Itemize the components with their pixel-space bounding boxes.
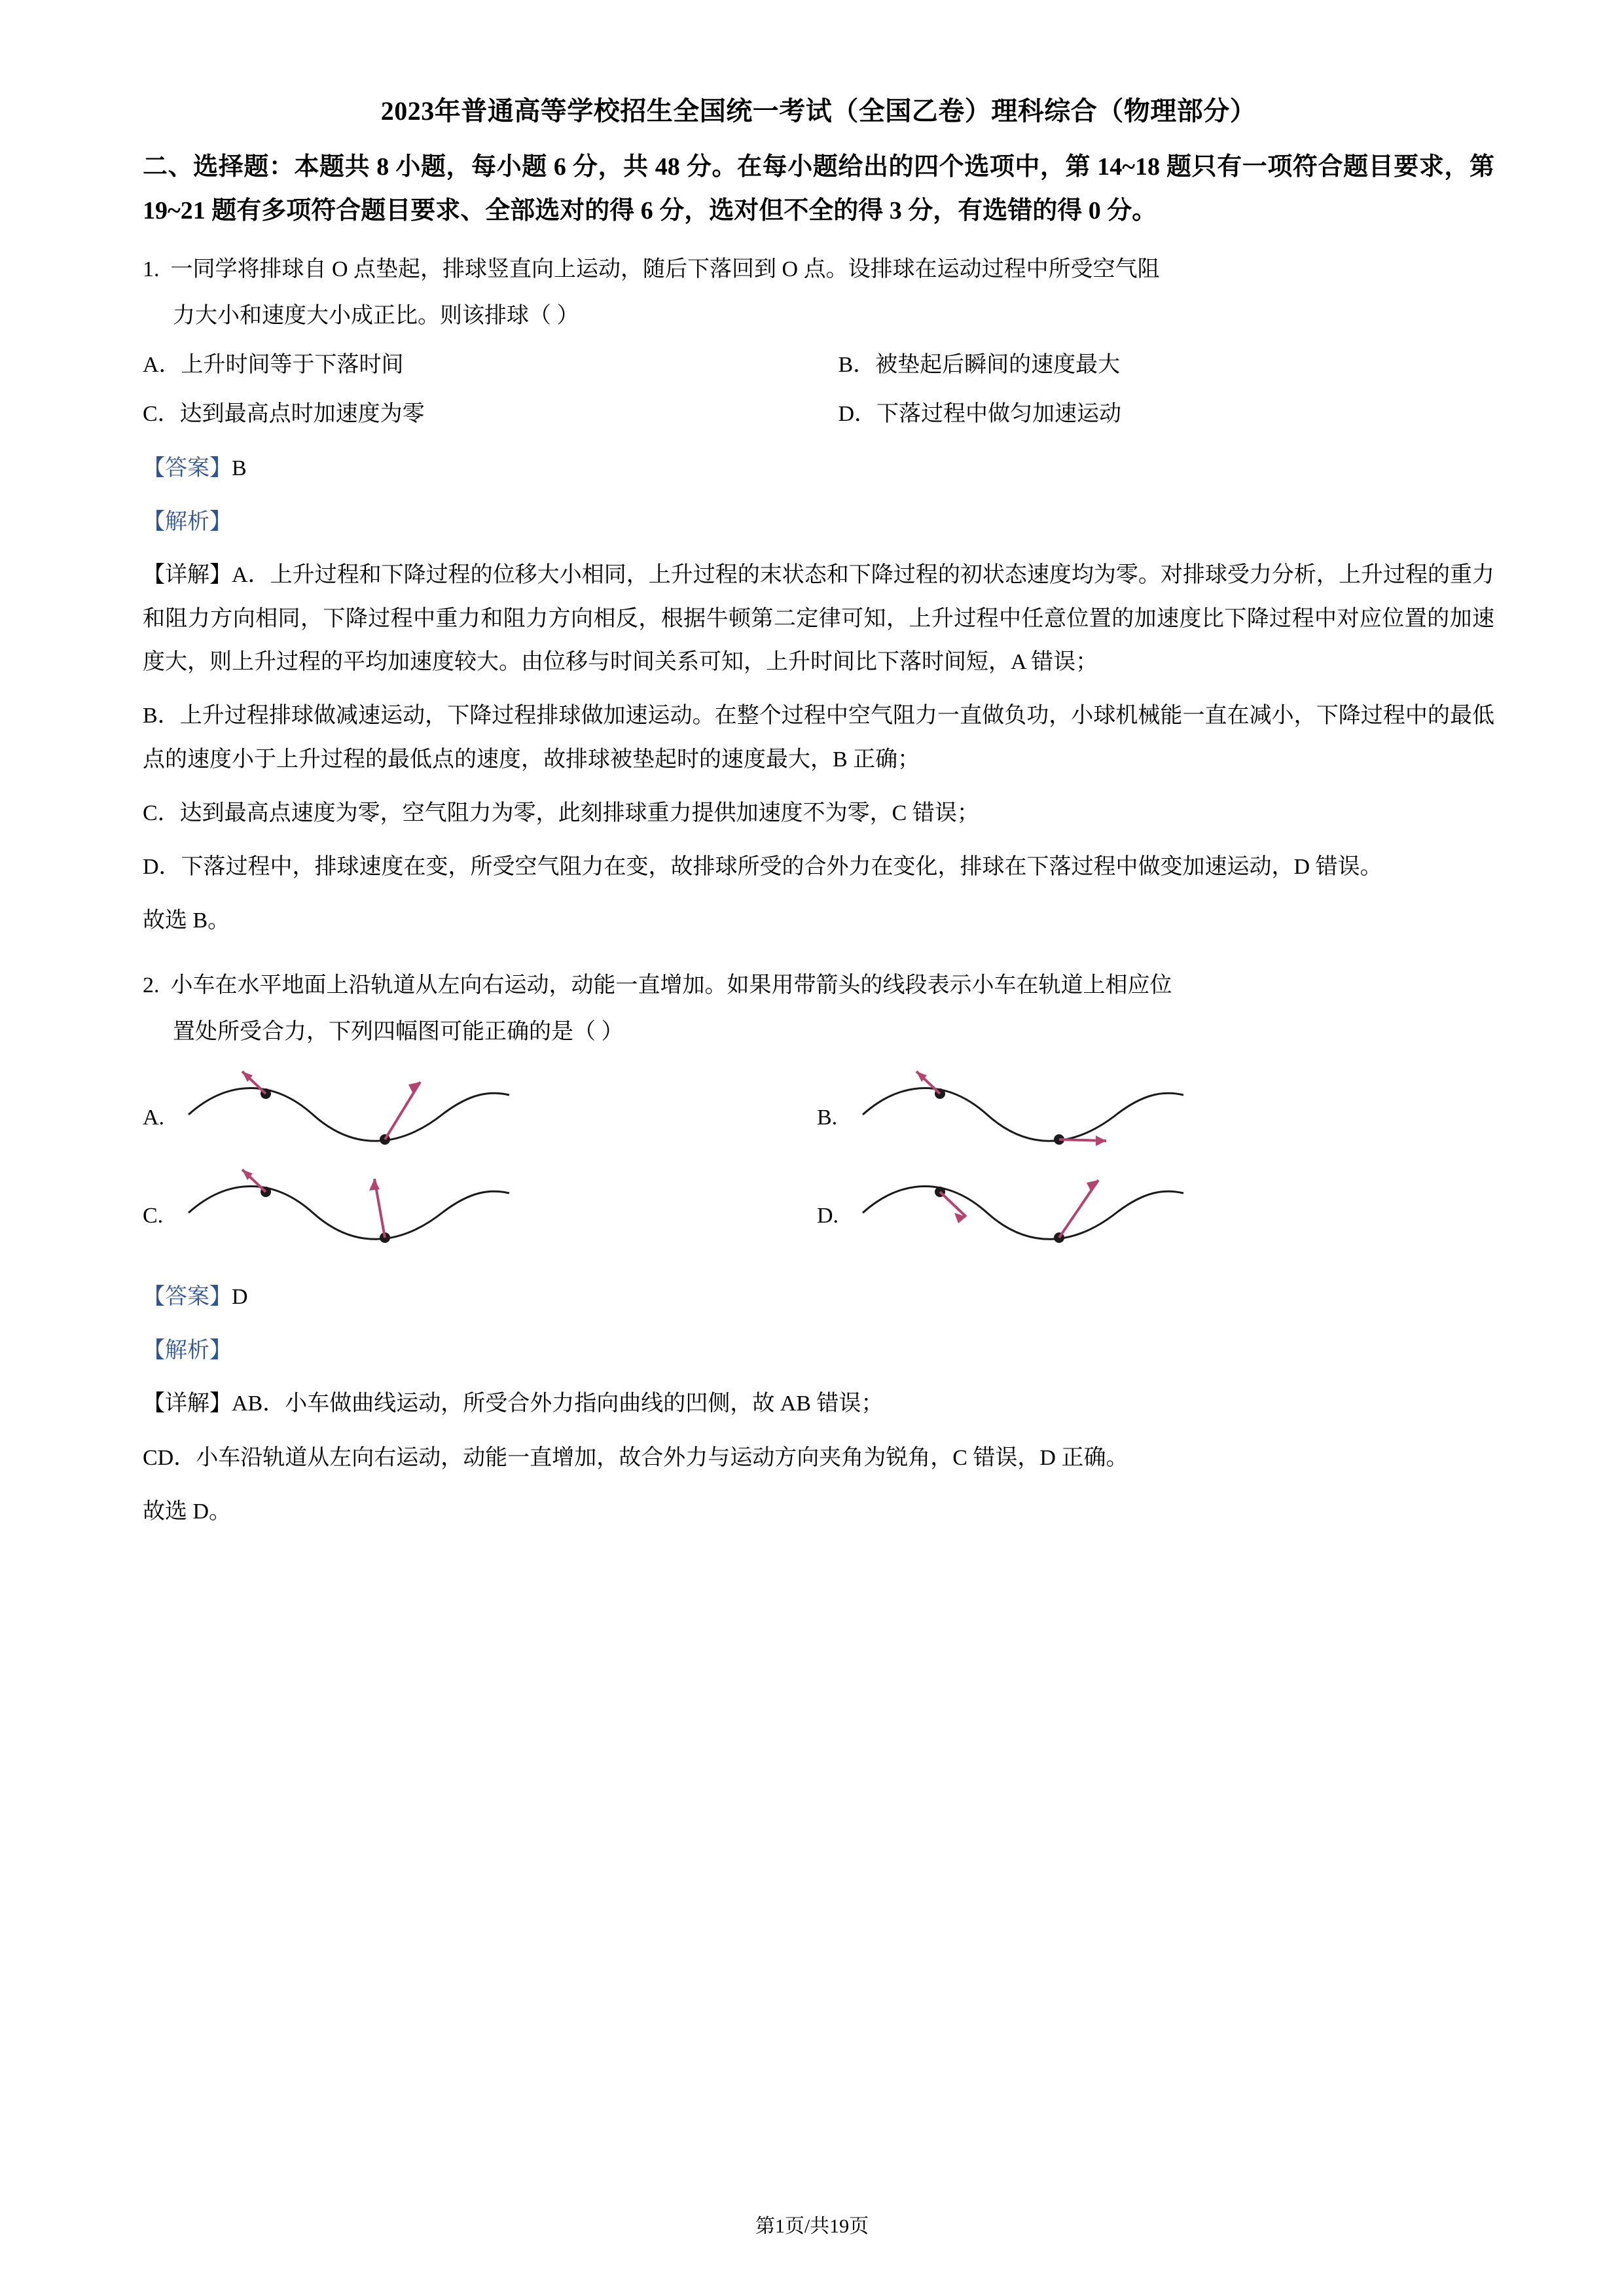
question-spacer [143, 943, 1494, 965]
question-1-analysis-para-1: 【详解】A．上升过程和下降过程的位移大小相同，上升过程的末状态和下降过程的初状态速度均为零。对排球受力分析，上升过程的重力和阻力方向相同，下降过程中重力和阻力方向相反，根据牛顿第二定律可知，上升过程中任意位置的加速度比下降过程中对应位置的加速度大，则上升过程的平均加速度较大。由位移与时间关系可知，上升时间比下落时间短，A 错误； [143, 563, 1494, 674]
question-1-stem-text1: 一同学将排球自 O 点垫起，排球竖直向上运动，随后下落回到 O 点。设排球在运动过程中所受空气阻 [170, 257, 1160, 281]
question-1-option-c[interactable]: C．达到最高点时加速度为零 [143, 401, 425, 426]
question-1-option-d[interactable]: D．下落过程中做匀加速运动 [838, 401, 1122, 426]
page-content [143, 92, 1494, 1534]
question-2-figures [143, 1067, 1494, 1264]
question-1-stem-line1 [143, 249, 1494, 291]
question-1-analysis-para-2: B．上升过程排球做减速运动，下降过程排球做加速运动。在整个过程中空气阻力一直做负功，小球机械能一直在减小，下降过程中的最低点的速度小于上升过程的最低点的速度，故排球被垫起时的速度最大，B 正确； [143, 704, 1494, 772]
figure-option-a[interactable] [143, 1067, 797, 1159]
figure-label-d: D. [817, 1203, 839, 1228]
question-1 [143, 249, 1494, 943]
figure-option-b[interactable] [817, 1067, 1471, 1159]
figure-a-drawing [182, 1067, 522, 1166]
figure-label-b: B. [817, 1105, 838, 1130]
question-1-options-row-2 [143, 394, 1494, 435]
figure-b-drawing [856, 1067, 1197, 1166]
question-1-analysis-para-4: D．下落过程中，排球速度在变，所受空气阻力在变，故排球所受的合外力在变化，排球在下落过程中做变加速运动，D 错误。 [143, 855, 1382, 880]
question-1-option-b[interactable]: B．被垫起后瞬间的速度最大 [838, 352, 1121, 377]
question-1-analysis-label: 【解析】 [143, 510, 232, 535]
section-heading: 二、选择题：本题共 8 小题，每小题 6 分，共 48 分。在每小题给出的四个选项中，第 14~18 题只有一项符合题目要求，第 19~21 题有多项符合题目要求、全部选对的得 6 分，选对但不全的得 3 分，有选错的得 0 分。 [143, 153, 1494, 224]
question-1-number: 1. [143, 257, 160, 281]
question-2-answer-value: D [232, 1284, 248, 1309]
question-2-stem-text1: 小车在水平地面上沿轨道从左向右运动，动能一直增加。如果用带箭头的线段表示小车在轨道上相应位 [170, 973, 1172, 997]
question-1-stem-line2: 力大小和速度大小成正比。则该排球（ ） [173, 303, 579, 328]
page-title: 2023年普通高等学校招生全国统一考试（全国乙卷）理科综合（物理部分） [380, 96, 1257, 126]
figure-c-drawing [182, 1166, 522, 1264]
question-2-answer [143, 1277, 1494, 1318]
question-2-analysis-para-2: CD．小车沿轨道从左向右运动，动能一直增加，故合外力与运动方向夹角为锐角，C 错误，D 正确。 [143, 1445, 1128, 1470]
question-2-analysis-para-3: 故选 D。 [143, 1499, 232, 1524]
question-1-answer [143, 448, 1494, 490]
question-1-option-a[interactable]: A．上升时间等于下落时间 [143, 352, 404, 377]
question-1-options-row-1 [143, 345, 1494, 386]
question-2 [143, 965, 1494, 1534]
question-2-number: 2. [143, 973, 160, 997]
question-1-analysis-para-5: 故选 B。 [143, 908, 230, 933]
figure-label-c: C. [143, 1203, 164, 1228]
question-2-answer-label: 【答案】 [143, 1284, 232, 1309]
figure-option-c[interactable] [143, 1166, 797, 1257]
figure-d-drawing [856, 1166, 1197, 1264]
figure-option-d[interactable] [817, 1166, 1471, 1257]
question-2-stem-line2: 置处所受合力，下列四幅图可能正确的是（ ） [173, 1019, 624, 1044]
question-2-stem-line1 [143, 965, 1494, 1007]
question-1-analysis-para-3: C．达到最高点速度为零，空气阻力为零，此刻排球重力提供加速度不为零，C 错误； [143, 800, 979, 825]
question-2-analysis-label: 【解析】 [143, 1338, 232, 1363]
question-1-answer-label: 【答案】 [143, 456, 232, 480]
question-1-answer-value: B [232, 456, 247, 480]
page-footer: 第1页/共19页 [755, 2215, 869, 2237]
figure-label-a: A. [143, 1105, 165, 1130]
question-2-analysis-para-1: 【详解】AB．小车做曲线运动，所受合外力指向曲线的凹侧，故 AB 错误； [143, 1391, 884, 1416]
